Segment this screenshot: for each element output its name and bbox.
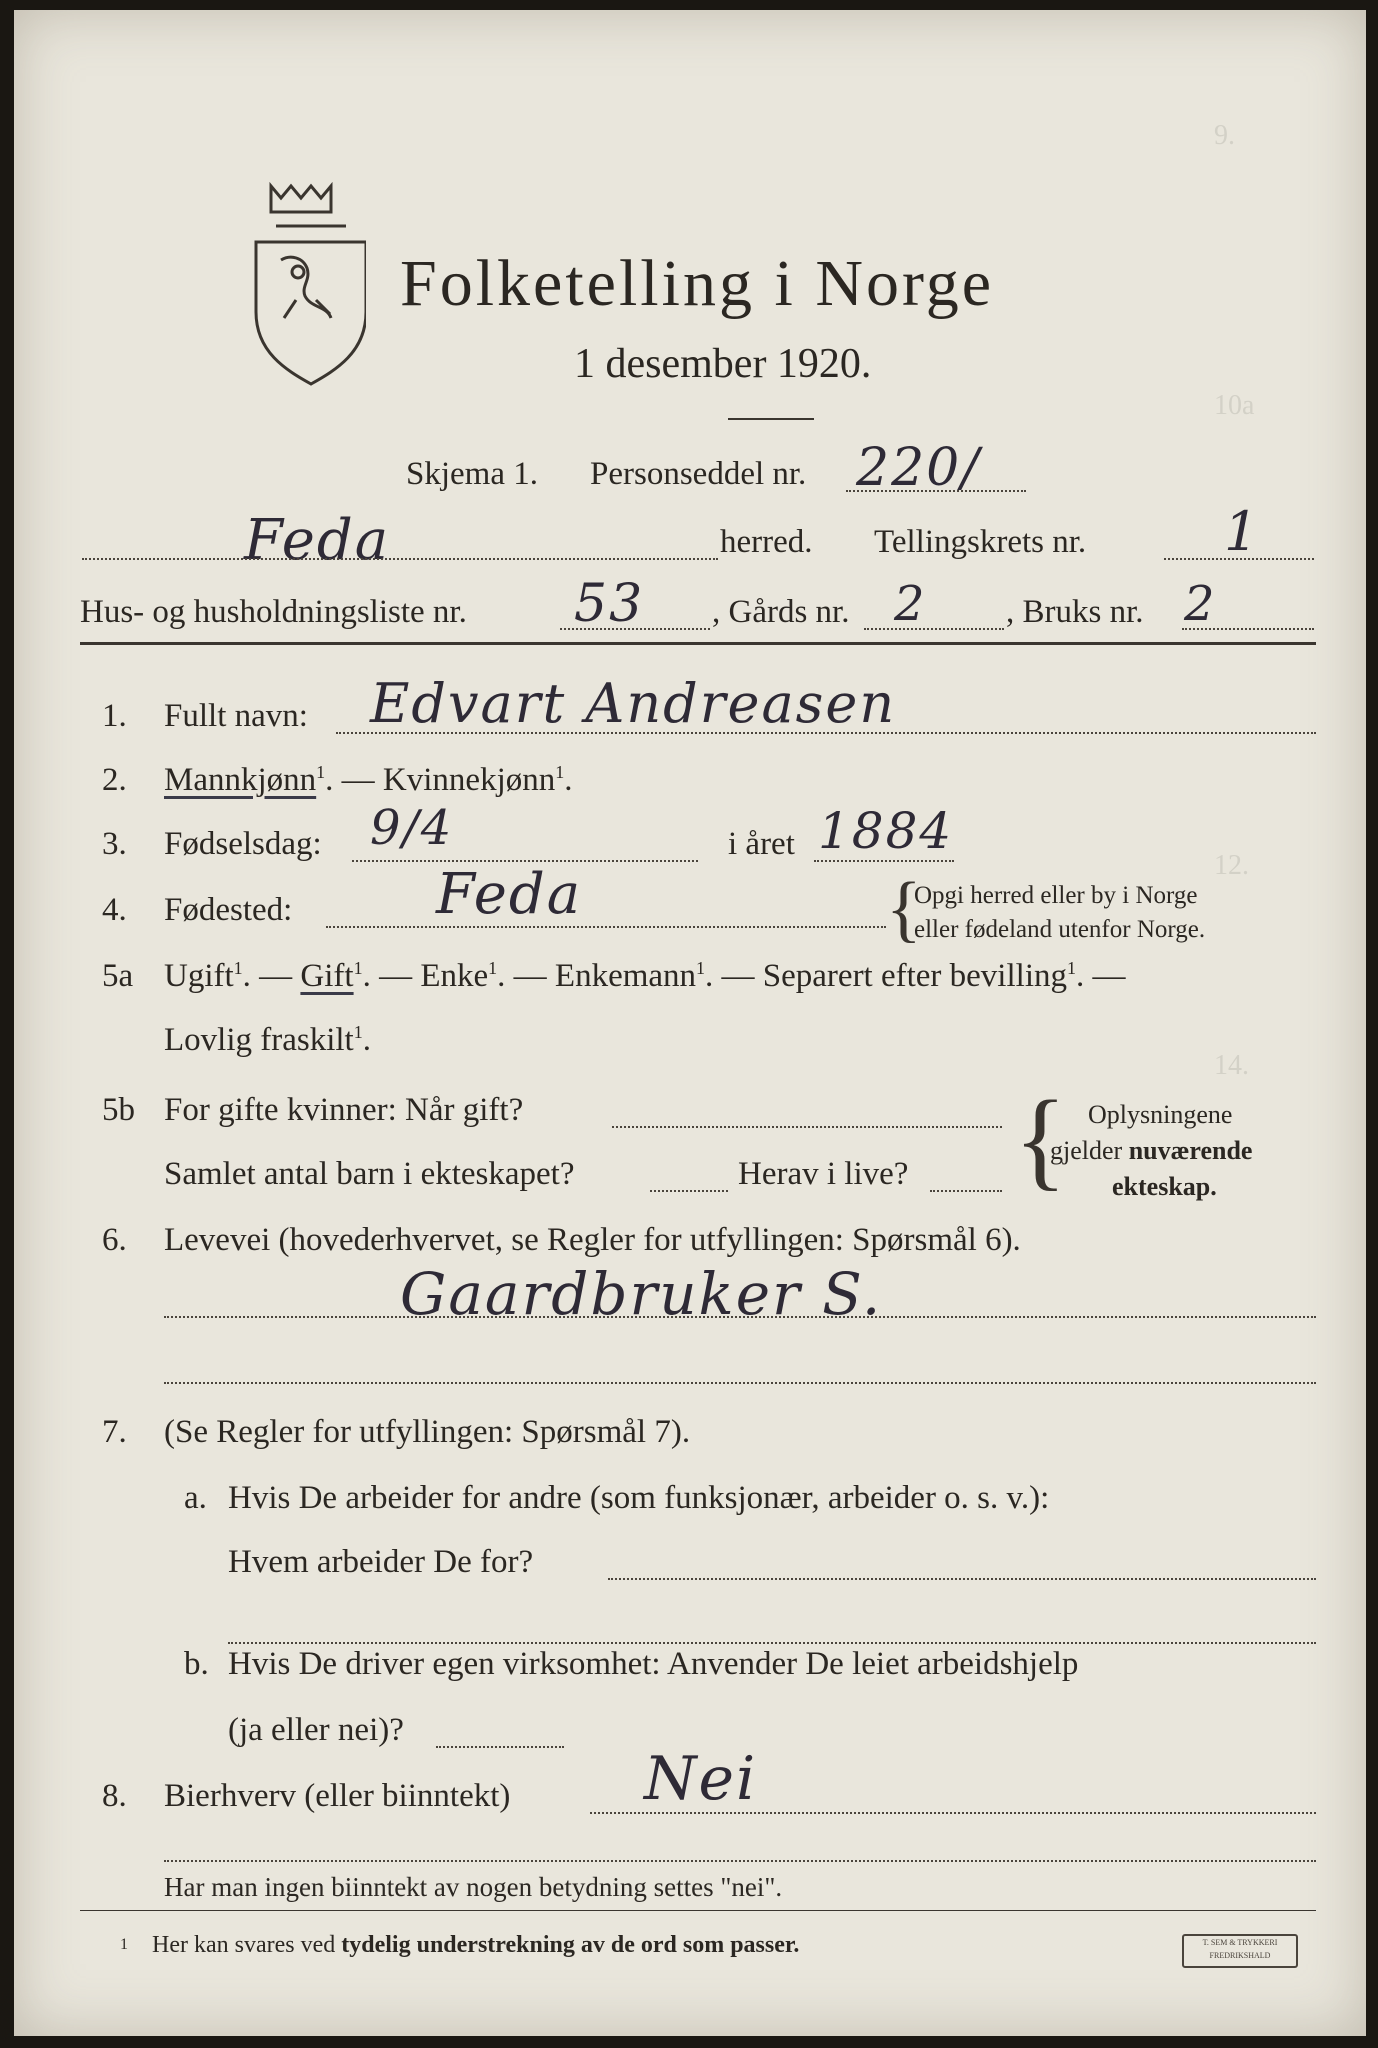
hus-label: Hus- og husholdningsliste nr.	[80, 594, 467, 630]
q5b-note-line3: ekteskap.	[1112, 1172, 1217, 1201]
married-when-field-line	[612, 1126, 1002, 1128]
q5b-number: 5b	[102, 1092, 135, 1128]
q7b-letter: b.	[184, 1646, 209, 1682]
q7-label: (Se Regler for utfyllingen: Spørsmål 7).	[164, 1414, 691, 1450]
q4-note-line1: Opgi herred eller by i Norge	[914, 882, 1198, 909]
occupation-field-line-2	[164, 1382, 1316, 1384]
q5b-children-label: Samlet antal barn i ekteskapet?	[164, 1156, 575, 1192]
q7b-label: Hvis De driver egen virksomhet: Anvender De leiet arbeidshjelp	[228, 1646, 1079, 1682]
tellingskrets-value[interactable]: 1	[1224, 500, 1261, 563]
option-separert[interactable]: Separert efter bevilling	[762, 958, 1067, 994]
year-label: i året	[728, 826, 795, 862]
q7-number: 7.	[102, 1414, 127, 1450]
census-date: 1 desember 1920.	[574, 341, 872, 387]
herred-field-line	[82, 558, 718, 560]
full-name-value[interactable]: Edvart Andreasen	[370, 672, 897, 735]
option-enkemann[interactable]: Enkemann	[554, 958, 697, 994]
sex-separator: . —	[325, 762, 383, 798]
birthplace-field-line	[326, 926, 886, 928]
footnote-text-bold: tydelig understrekning av de ord som passer.	[341, 1932, 800, 1958]
bruks-value[interactable]: 2	[1184, 576, 1217, 632]
option-kvinnekjonn[interactable]: Kvinnekjønn	[382, 762, 556, 798]
herred-value[interactable]: Feda	[244, 508, 391, 573]
q3-number: 3.	[102, 826, 127, 862]
footnote-separator	[80, 1910, 1316, 1911]
q3-label: Fødselsdag:	[164, 826, 322, 862]
side-income-value[interactable]: Nei	[644, 1744, 758, 1814]
tellingskrets-label: Tellingskrets nr.	[874, 524, 1087, 560]
q4-brace: {	[886, 868, 922, 950]
q4-number: 4.	[102, 892, 127, 928]
q5b-brace: {	[1014, 1078, 1067, 1200]
q7a-employer-label: Hvem arbeider De for?	[228, 1544, 534, 1580]
printer-stamp: T. SEM & TRYKKERI FREDRIKSHALD	[1182, 1934, 1298, 1968]
children-count-field-line	[650, 1190, 728, 1192]
occupation-field-line-1	[164, 1316, 1316, 1318]
hired-help-field-line	[436, 1746, 564, 1748]
title-divider	[728, 418, 814, 420]
bleed-through-text: 14.	[1214, 1050, 1249, 1081]
footnote-text	[152, 1932, 799, 1959]
employer-field-line-1	[608, 1578, 1316, 1580]
hus-value[interactable]: 53	[574, 574, 645, 634]
q5b-married-label: For gifte kvinner: Når gift?	[164, 1092, 524, 1128]
form-title: Folketelling i Norge	[400, 247, 995, 320]
q7b-yes-no-label: (ja eller nei)?	[228, 1712, 404, 1748]
skjema-label: Skjema 1.	[406, 456, 538, 492]
q8-number: 8.	[102, 1778, 127, 1814]
gaards-label: , Gårds nr.	[712, 594, 850, 630]
q5b-note-gjelder: gjelder	[1050, 1136, 1129, 1165]
option-mannkjonn[interactable]: Mannkjønn	[164, 762, 317, 798]
q6-label: Levevei (hovederhvervet, se Regler for utfyllingen: Spørsmål 6).	[164, 1222, 1021, 1258]
norwegian-coat-of-arms-icon	[236, 180, 366, 390]
bleed-through-text: 12.	[1214, 850, 1249, 881]
personseddel-label: Personseddel nr.	[590, 456, 807, 492]
bleed-through-text: 9.	[1214, 120, 1235, 151]
q1-number: 1.	[102, 698, 127, 734]
footnote-text-plain: Her kan svares ved	[152, 1932, 342, 1958]
census-form-page	[14, 10, 1366, 2036]
bruks-label: , Bruks nr.	[1006, 594, 1144, 630]
personseddel-value[interactable]: 220/	[856, 438, 981, 498]
option-ugift[interactable]: Ugift	[164, 958, 234, 994]
bleed-through-text: 10a	[1214, 390, 1255, 421]
option-lovlig-fraskilt[interactable]: Lovlig fraskilt	[164, 1022, 354, 1058]
sex-options: Mannkjønn$^1$. — Kvinnekjønn$^1$.	[164, 762, 573, 798]
q7a-letter: a.	[184, 1480, 207, 1516]
q8-note: Har man ingen biinntekt av nogen betydning settes "nei".	[164, 1872, 783, 1902]
gaards-field-line	[864, 628, 1004, 630]
q8-label: Bierhverv (eller biinntekt)	[164, 1778, 511, 1814]
birthplace-value[interactable]: Feda	[436, 862, 583, 927]
q4-label: Fødested:	[164, 892, 293, 928]
side-income-field-line-2	[164, 1860, 1316, 1862]
birth-year-value[interactable]: 1884	[818, 802, 954, 860]
q5b-note-line2	[1050, 1136, 1252, 1166]
birthday-value[interactable]: 9/4	[370, 800, 454, 856]
marital-status-options: Ugift$^1$. — Gift$^1$. — Enke$^1$. — Enkemann$^1$. — Separert efter bevilling$^1$. —	[164, 958, 1126, 994]
q5b-note-current: nuværende	[1128, 1136, 1253, 1165]
q1-label: Fullt navn:	[164, 698, 308, 734]
q2-number: 2.	[102, 762, 127, 798]
footnote-mark: 1	[120, 1936, 128, 1953]
q5b-note-line1: Oplysningene	[1088, 1100, 1233, 1129]
q4-note-line2: eller fødeland utenfor Norge.	[914, 916, 1206, 943]
employer-field-line-2	[228, 1642, 1316, 1644]
occupation-value[interactable]: Gaardbruker S.	[400, 1260, 883, 1328]
children-alive-field-line	[930, 1190, 1002, 1192]
birth-year-field-line	[814, 860, 954, 862]
q5b-alive-label: Herav i live?	[738, 1156, 909, 1192]
option-gift[interactable]: Gift	[300, 958, 354, 994]
option-enke[interactable]: Enke	[420, 958, 489, 994]
sex-end: .	[564, 762, 573, 798]
q5a-number: 5a	[102, 958, 134, 994]
q7a-label: Hvis De arbeider for andre (som funksjonær, arbeider o. s. v.):	[228, 1480, 1050, 1516]
header-separator	[80, 642, 1316, 645]
herred-label: herred.	[720, 524, 813, 560]
marital-status-options-cont: Lovlig fraskilt$^1$.	[164, 1022, 371, 1058]
q6-number: 6.	[102, 1222, 127, 1258]
gaards-value[interactable]: 2	[894, 576, 927, 632]
